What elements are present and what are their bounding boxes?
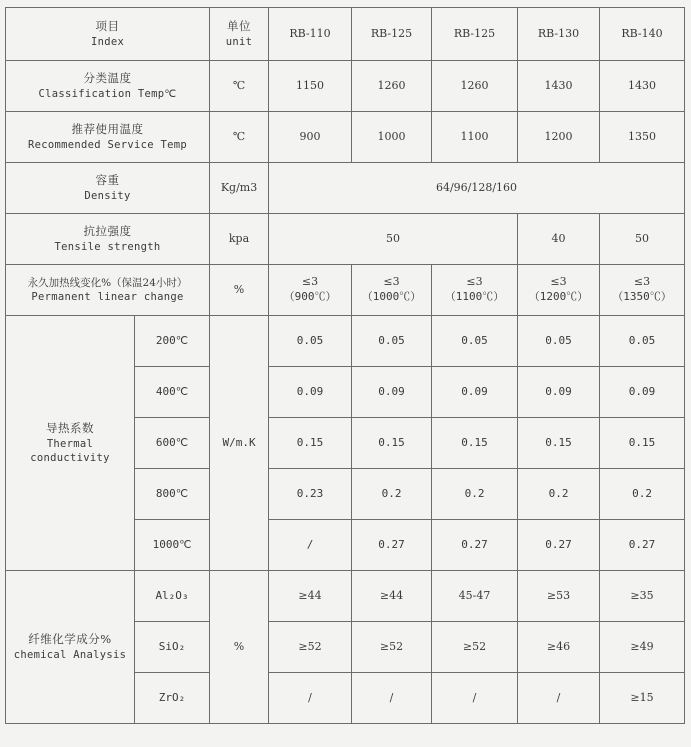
table-cell: [518, 265, 600, 316]
table-cell: 1430: [600, 61, 685, 112]
table-row: [6, 163, 685, 214]
table-cell: 0.09: [269, 367, 352, 418]
table-row: [6, 214, 685, 265]
linear-label-en: Permanent linear change: [31, 291, 184, 303]
table-cell: 0.05: [352, 316, 432, 367]
tensile-label: [6, 214, 210, 265]
table-cell: 1100: [432, 112, 518, 163]
chemical-name: ZrO₂: [135, 673, 210, 724]
table-row: [6, 61, 685, 112]
service-label-zh: 推荐使用温度: [71, 122, 144, 137]
table-cell: 0.09: [432, 367, 518, 418]
table-cell: 0.15: [518, 418, 600, 469]
table-cell: 0.27: [352, 520, 432, 571]
chemical-label-en: chemical Analysis: [13, 648, 127, 661]
linear-temp: （1200℃）: [528, 290, 589, 303]
table-cell: [432, 265, 518, 316]
density-label-en: Density: [84, 189, 131, 202]
table-cell: 0.2: [518, 469, 600, 520]
table-cell: 1260: [352, 61, 432, 112]
table-cell: 1150: [269, 61, 352, 112]
table-cell: 0.15: [600, 418, 685, 469]
table-cell: 1350: [600, 112, 685, 163]
table-cell: /: [518, 673, 600, 724]
header-model-2: RB-125: [352, 8, 432, 61]
thermal-temp: 600℃: [135, 418, 210, 469]
table-cell: 0.09: [352, 367, 432, 418]
table-cell: /: [432, 673, 518, 724]
linear-unit: %: [210, 265, 269, 316]
thermal-label-en-1: Thermal: [46, 437, 94, 450]
header-unit-en: unit: [225, 35, 253, 48]
header-item-zh: 项目: [95, 19, 120, 34]
linear-temp: （900℃）: [283, 290, 337, 303]
chemical-name: SiO₂: [135, 622, 210, 673]
linear-value: ≤3: [383, 275, 400, 289]
table-cell: 0.05: [269, 316, 352, 367]
spec-sheet: [5, 7, 684, 733]
table-cell: 1260: [432, 61, 518, 112]
linear-value: ≤3: [301, 275, 319, 289]
table-cell: [352, 265, 432, 316]
table-cell: /: [269, 520, 352, 571]
table-cell: ≥52: [269, 622, 352, 673]
table-cell: 0.2: [352, 469, 432, 520]
table-cell: 0.15: [432, 418, 518, 469]
table-cell: /: [269, 673, 352, 724]
table-row: [6, 316, 685, 367]
thermal-unit: W/m.K: [210, 316, 269, 571]
header-model-5: RB-140: [600, 8, 685, 61]
service-label: [6, 112, 210, 163]
header-unit-zh: 单位: [227, 19, 252, 34]
tensile-value-130: 40: [518, 214, 600, 265]
table-cell: 45-47: [432, 571, 518, 622]
thermal-label-en-2: conductivity: [30, 451, 110, 464]
table-cell: [600, 265, 685, 316]
tensile-value-140: 50: [600, 214, 685, 265]
thermal-label-zh: 导热系数: [46, 421, 94, 436]
chemical-name: Al₂O₃: [135, 571, 210, 622]
tensile-label-en: Tensile strength: [54, 240, 161, 253]
thermal-temp: 200℃: [135, 316, 210, 367]
table-cell: ≥52: [432, 622, 518, 673]
table-cell: 0.27: [518, 520, 600, 571]
table-cell: 1200: [518, 112, 600, 163]
table-cell: 900: [269, 112, 352, 163]
classification-unit: ℃: [210, 61, 269, 112]
tensile-label-zh: 抗拉强度: [83, 224, 132, 239]
tensile-value-main: 50: [269, 214, 518, 265]
table-cell: ≥35: [600, 571, 685, 622]
table-cell: 0.2: [432, 469, 518, 520]
linear-label-zh: 永久加热线变化%（保温24小时）: [27, 276, 188, 289]
service-label-en: Recommended Service Temp: [28, 138, 187, 151]
linear-value: ≤3: [633, 275, 651, 289]
header-item-en: Index: [90, 35, 125, 48]
table-cell: 0.15: [352, 418, 432, 469]
table-row: [6, 265, 685, 316]
table-row: [6, 571, 685, 622]
linear-temp: （1000℃）: [361, 290, 422, 303]
table-cell: /: [352, 673, 432, 724]
classification-label-zh: 分类温度: [83, 71, 132, 86]
table-cell: 0.05: [432, 316, 518, 367]
table-cell: ≥53: [518, 571, 600, 622]
density-unit: Kg/m3: [210, 163, 269, 214]
service-unit: ℃: [210, 112, 269, 163]
table-cell: 0.09: [518, 367, 600, 418]
linear-temp: （1100℃）: [444, 290, 505, 303]
linear-label: [6, 265, 210, 316]
linear-temp: （1350℃）: [612, 290, 672, 303]
header-model-4: RB-130: [518, 8, 600, 61]
header-unit-cell: [210, 8, 269, 61]
tensile-unit: kpa: [210, 214, 269, 265]
classification-label: [6, 61, 210, 112]
density-label-zh: 容重: [95, 173, 120, 188]
table-cell: 0.27: [600, 520, 685, 571]
header-model-3: RB-125: [432, 8, 518, 61]
table-cell: [269, 265, 352, 316]
table-cell: 0.05: [518, 316, 600, 367]
table-row: [6, 112, 685, 163]
density-value: 64/96/128/160: [269, 163, 685, 214]
table-cell: ≥15: [600, 673, 685, 724]
table-cell: ≥44: [269, 571, 352, 622]
table-cell: ≥52: [352, 622, 432, 673]
density-label: [6, 163, 210, 214]
table-cell: ≥44: [352, 571, 432, 622]
linear-value: ≤3: [550, 275, 567, 289]
table-cell: 0.05: [600, 316, 685, 367]
table-cell: ≥46: [518, 622, 600, 673]
chemical-label: [6, 571, 135, 724]
spec-table: [5, 7, 685, 724]
header-model-1: RB-110: [269, 8, 352, 61]
linear-value: ≤3: [466, 275, 483, 289]
table-cell: 1000: [352, 112, 432, 163]
table-cell: 0.27: [432, 520, 518, 571]
table-cell: 1430: [518, 61, 600, 112]
chemical-unit: %: [210, 571, 269, 724]
table-header-row: [6, 8, 685, 61]
header-item-cell: [6, 8, 210, 61]
table-cell: 0.09: [600, 367, 685, 418]
classification-label-en: Classification Temp℃: [38, 87, 177, 100]
thermal-temp: 1000℃: [135, 520, 210, 571]
thermal-temp: 800℃: [135, 469, 210, 520]
table-cell: 0.23: [269, 469, 352, 520]
thermal-temp: 400℃: [135, 367, 210, 418]
table-cell: 0.15: [269, 418, 352, 469]
thermal-label: [6, 316, 135, 571]
table-cell: 0.2: [600, 469, 685, 520]
table-cell: ≥49: [600, 622, 685, 673]
chemical-label-zh: 纤维化学成分%: [28, 632, 112, 647]
